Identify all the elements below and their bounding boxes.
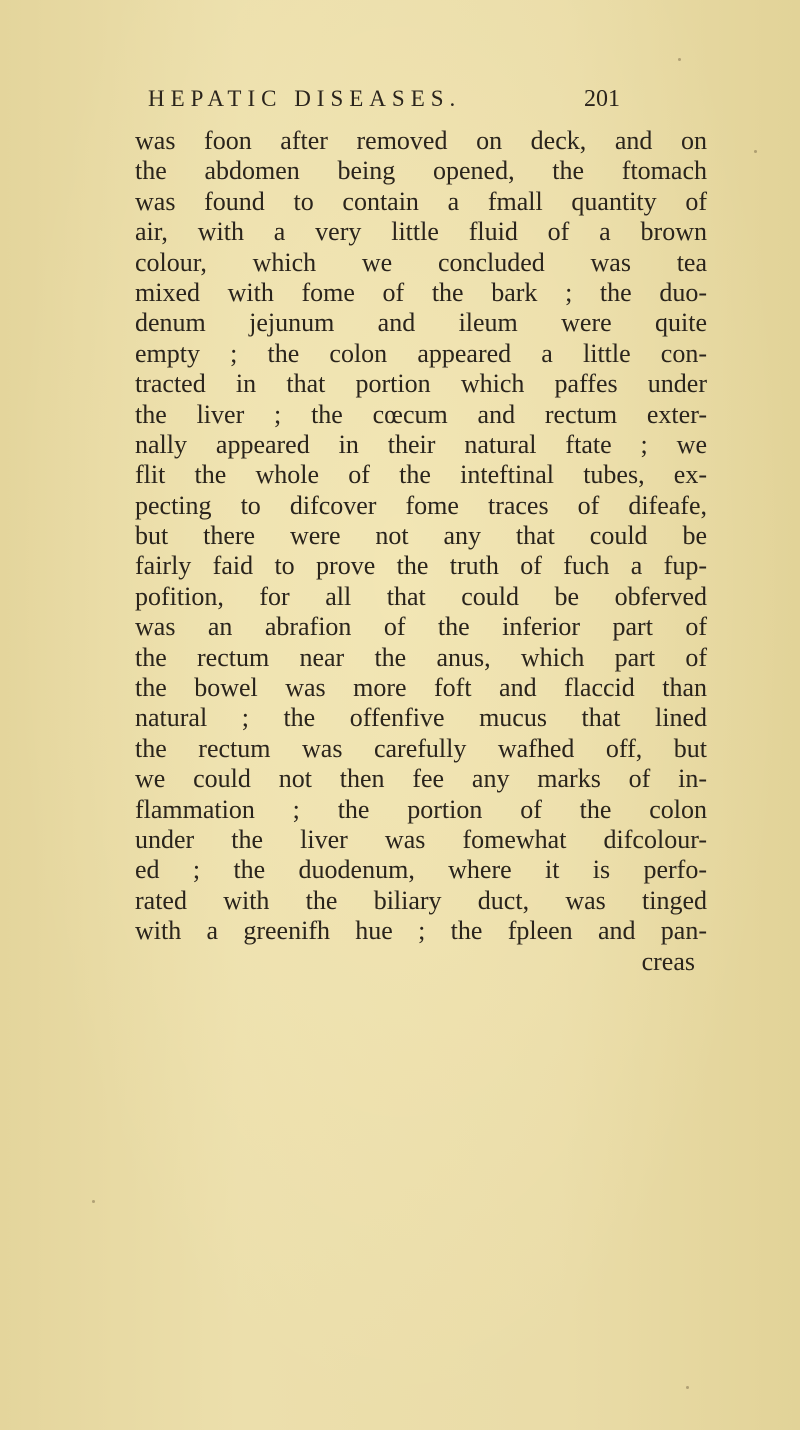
text-line: was an abrafion of the inferior part of [135,612,707,642]
text-line: fairly faid to prove the truth of fuch a fup- [135,551,707,581]
page-header [148,86,668,126]
text-line: under the liver was fomewhat difcolour- [135,824,707,854]
text-line: pecting to difcover fome traces of difeafe, [135,490,707,520]
paper-speck [678,58,681,61]
text-line: empty ; the colon appeared a little con- [135,338,707,368]
text-line: the bowel was more foft and flaccid than [135,673,707,703]
text-line: with a greenifh hue ; the fpleen and pan- [135,916,707,946]
paper-speck [754,150,757,153]
text-line: air, with a very little fluid of a brown [135,217,707,247]
running-head: HEPATIC DISEASES. [148,86,462,111]
text-line: rated with the biliary duct, was tinged [135,885,707,915]
text-line: flammation ; the portion of the colon [135,794,707,824]
text-line: flit the whole of the inteftinal tubes, ex- [135,460,707,490]
paper-speck [686,1386,689,1389]
text-line: but there were not any that could be [135,521,707,551]
catchword-line [135,947,707,977]
text-line: mixed with fome of the bark ; the duo- [135,277,707,307]
text-line: was foon after removed on deck, and on [135,126,707,155]
text-line: we could not then fee any marks of in- [135,764,707,794]
body-text [135,126,707,977]
text-line: nally appeared in their natural ftate ; we [135,429,707,459]
paper-speck [92,1200,95,1203]
text-line: the abdomen being opened, the ftomach [135,156,707,186]
catchword: creas [641,946,695,976]
text-line: pofition, for all that could be obferved [135,581,707,611]
text-line: natural ; the offenfive mucus that lined [135,703,707,733]
text-line: ed ; the duodenum, where it is perfo- [135,855,707,885]
text-line: denum jejunum and ileum were quite [135,308,707,338]
text-line: the rectum near the anus, which part of [135,642,707,672]
text-line: the liver ; the cœcum and rectum exter- [135,399,707,429]
text-line: the rectum was carefully wafhed off, but [135,733,707,763]
text-line: was found to contain a fmall quantity of [135,186,707,216]
text-line: colour, which we concluded was tea [135,247,707,277]
text-line: tracted in that portion which paffes under [135,369,707,399]
page-number: 201 [584,86,620,112]
